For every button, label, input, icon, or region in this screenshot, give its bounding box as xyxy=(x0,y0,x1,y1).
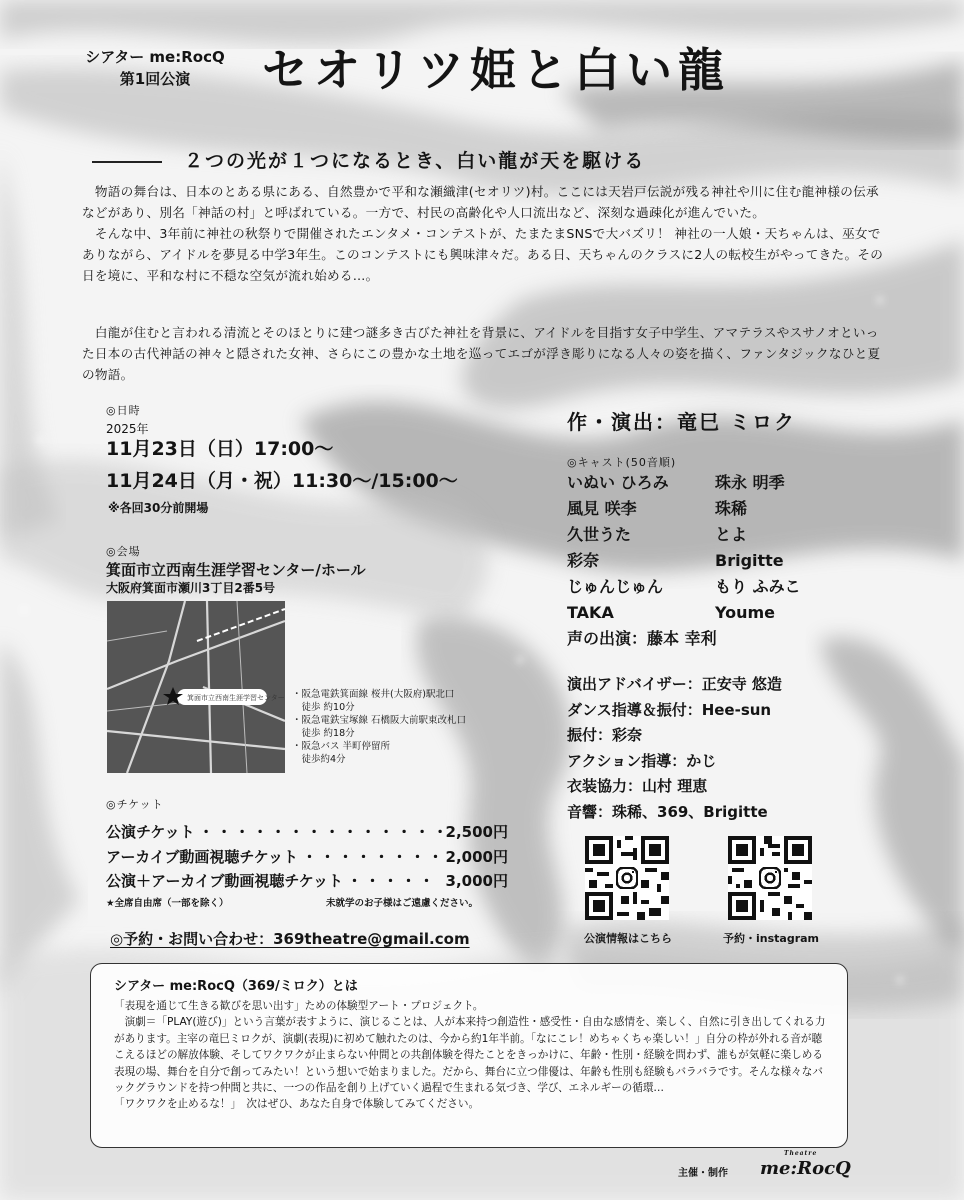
leader-dots xyxy=(199,820,442,844)
about-title: シアター me:RocQ（369/ミロク）とは xyxy=(114,979,358,994)
voice-credit: 声の出演：藤本 幸利 xyxy=(567,629,717,648)
performance-number: 第1回公演 xyxy=(119,70,191,88)
cast-member: とよ xyxy=(715,525,748,544)
schedule-year: 2025年 xyxy=(106,422,149,436)
cast-member: Brigitte xyxy=(715,551,784,570)
logo-text: me:RocQ xyxy=(760,1158,851,1179)
doors-open-note: ※各回30分前開場 xyxy=(108,501,209,515)
access-line-2b: 徒歩 約18分 xyxy=(292,728,355,739)
schedule-date-2: 11月24日（月・祝）11:30～/15:00～ xyxy=(106,470,458,492)
about-line: 演劇＝「PLAY(遊び)」という言葉が表すように、演じることは、人が本来持つ創造性・感受性・自由な感情を、楽しく、自然に引き出してくれる力があります。主宰の竜巳ミロクが、演劇(表現)に初めて触れたのは、今から約1年半前。「なにこレ！めちゃくちゃ楽しい！」自分の枠が外れる音が聴こえるほどの解放体験、そしてワクワクが止まらない仲間との共創体験を得たことをきっかけに、年齢・性別・経験を問わず、誰もが気軽に楽しめる表現の場、舞台を自分で創ってみたい！という想いで始まりました。だから、舞台に立つ俳優は、年齢も性別も経験もバラバラです。そんな様々なバックグラウンドを持つ仲間と共に、一つの作品を創り上げていく過程で生まれる気づき、学び、エネルギーの循環… xyxy=(114,1016,826,1095)
page-title: セオリツ姫と白い龍 xyxy=(262,43,730,97)
cast-member: 珠永 明季 xyxy=(715,473,785,492)
venue-map-graphic xyxy=(107,601,285,773)
story-text-1b: そんな中、3年前に神社の秋祭りで開催されたエンタメ・コンテストが、たまたまSNSで大バズリ！ 神社の一人娘・天ちゃんは、巫女でありながら、アイドルを夢見る中学3年生。このコンテストにも興味津々だ。ある日、天ちゃんのクラスに2人の転校生がやってきた。その日を境に、平和な村に不穏な空気が流れ始める…。 xyxy=(82,226,884,283)
cast-member: 珠稀 xyxy=(715,499,748,518)
ticket-name: 公演チケット xyxy=(106,823,195,841)
access-line-3b: 徒歩約4分 xyxy=(292,754,346,765)
leader-dots xyxy=(347,869,442,893)
organizer-name: シアター me:RocQ xyxy=(85,48,225,66)
venue-address: 大阪府箕面市瀬川3丁目2番5号 xyxy=(106,581,276,595)
footer-producer-label: 主催・制作 xyxy=(678,1168,728,1179)
ticket-price: 3,000円 xyxy=(445,872,508,890)
leader-dots xyxy=(302,845,442,869)
ticket-price: 2,500円 xyxy=(445,823,508,841)
tagline-rule xyxy=(92,161,162,163)
organizer-block xyxy=(80,46,230,90)
ticket-row xyxy=(106,845,508,869)
qr-graphic xyxy=(728,836,812,920)
about-line: 「表現を通じて生きる歓びを思い出す」ための体験型アート・プロジェクト。 xyxy=(114,1000,484,1012)
cast-member: じゅんじゅん xyxy=(567,577,664,596)
cast-member: TAKA xyxy=(567,603,614,622)
staff-credit: 振付：彩奈 xyxy=(567,726,643,744)
access-line-2: ・阪急電鉄宝塚線 石橋阪大前駅東改札口 xyxy=(292,715,467,726)
story-paragraph-1 xyxy=(82,181,890,286)
venue-name: 箕面市立西南生涯学習センター/ホール xyxy=(106,561,366,579)
story-paragraph-2: 白龍が住むと言われる清流とそのほとりに建つ謎多き古びた神社を背景に、アイドルを目指す女子中学生、アマテラスやスサノオといった日本の古代神話の神々と隠された女神、さらにこの豊かな土地を巡ってエゴが浮き彫りになる人々の姿を描く、ファンタジックなひと夏の物語。 xyxy=(82,325,881,382)
cast-label: ◎キャスト(50音順) xyxy=(567,456,677,469)
ticket-price: 2,000円 xyxy=(445,848,508,866)
contact-email-link[interactable]: ◎予約・お問い合わせ：369theatre@gmail.com xyxy=(110,930,470,948)
access-line-1b: 徒歩 約10分 xyxy=(292,702,355,713)
tagline-text: ２つの光が１つになるとき、白い龍が天を駆ける xyxy=(184,150,646,172)
ticket-label: ◎チケット xyxy=(106,798,164,811)
staff-credit: アクション指導：かじ xyxy=(567,751,717,770)
cast-member: 彩奈 xyxy=(567,551,600,570)
ticket-row xyxy=(106,869,508,893)
staff-credit: 音響：珠稀、369、Brigitte xyxy=(567,802,768,821)
qr-caption-performance-info: 公演情報はこちら xyxy=(584,932,672,945)
venue-map xyxy=(107,601,285,773)
performance-info-qr-code[interactable] xyxy=(585,836,669,920)
map-venue-caption: 箕面市立西南生涯学習センター xyxy=(187,694,285,702)
children-note: 未就学のお子様はご遠慮ください。 xyxy=(326,898,479,909)
about-line: 「ワクワクを止めるな！」 次はぜひ、あなた自身で体験してみてください。 xyxy=(114,1098,480,1111)
cast-member: 久世うた xyxy=(567,525,632,544)
tagline xyxy=(92,146,645,173)
cast-member: もり ふみこ xyxy=(715,577,801,596)
staff-credits xyxy=(567,672,782,825)
ticket-row xyxy=(106,820,508,844)
cast-member: いぬい ひろみ xyxy=(567,473,669,492)
access-line-1: ・阪急電鉄箕面線 桜井(大阪府)駅北口 xyxy=(292,689,455,700)
story-text-1a: 物語の舞台は、日本のとある県にある、自然豊かで平和な瀬織津(セオリツ)村。ここには天岩戸伝説が残る神社や川に住む龍神様の伝承などがあり、別名「神話の村」と呼ばれている。一方で、村民の高齢化や人口流出など、深刻な過疎化が進んでいた。 xyxy=(82,184,879,220)
ticket-name: アーカイブ動画視聴チケット xyxy=(106,848,299,866)
qr-caption-instagram: 予約・instagram xyxy=(722,932,819,945)
qr-graphic xyxy=(585,836,669,920)
access-info xyxy=(292,688,466,766)
staff-credit: ダンス指導＆振付：Hee-sun xyxy=(567,700,772,719)
director-credit: 作・演出：竜巳 ミロク xyxy=(567,410,796,434)
venue-label: ◎会場 xyxy=(106,545,141,558)
access-line-3: ・阪急バス 半町停留所 xyxy=(292,741,391,752)
ticket-name: 公演＋アーカイブ動画視聴チケット xyxy=(106,872,344,890)
staff-credit: 衣装協力：山村 理恵 xyxy=(567,777,708,795)
theatre-logo xyxy=(760,1150,851,1179)
cast-member: 風見 咲李 xyxy=(567,499,637,518)
schedule-label: ◎日時 xyxy=(106,404,141,417)
logo-small-text: Theatre xyxy=(784,1150,818,1157)
instagram-qr-code[interactable] xyxy=(728,836,812,920)
staff-credit: 演出アドバイザー：正安寺 悠造 xyxy=(567,675,782,693)
cast-list xyxy=(567,470,845,625)
about-body xyxy=(114,998,829,1113)
seating-note: ★全席自由席（一部を除く） xyxy=(106,898,229,909)
schedule-date-1: 11月23日（日）17:00～ xyxy=(106,438,334,460)
cast-member: Youme xyxy=(715,603,776,622)
